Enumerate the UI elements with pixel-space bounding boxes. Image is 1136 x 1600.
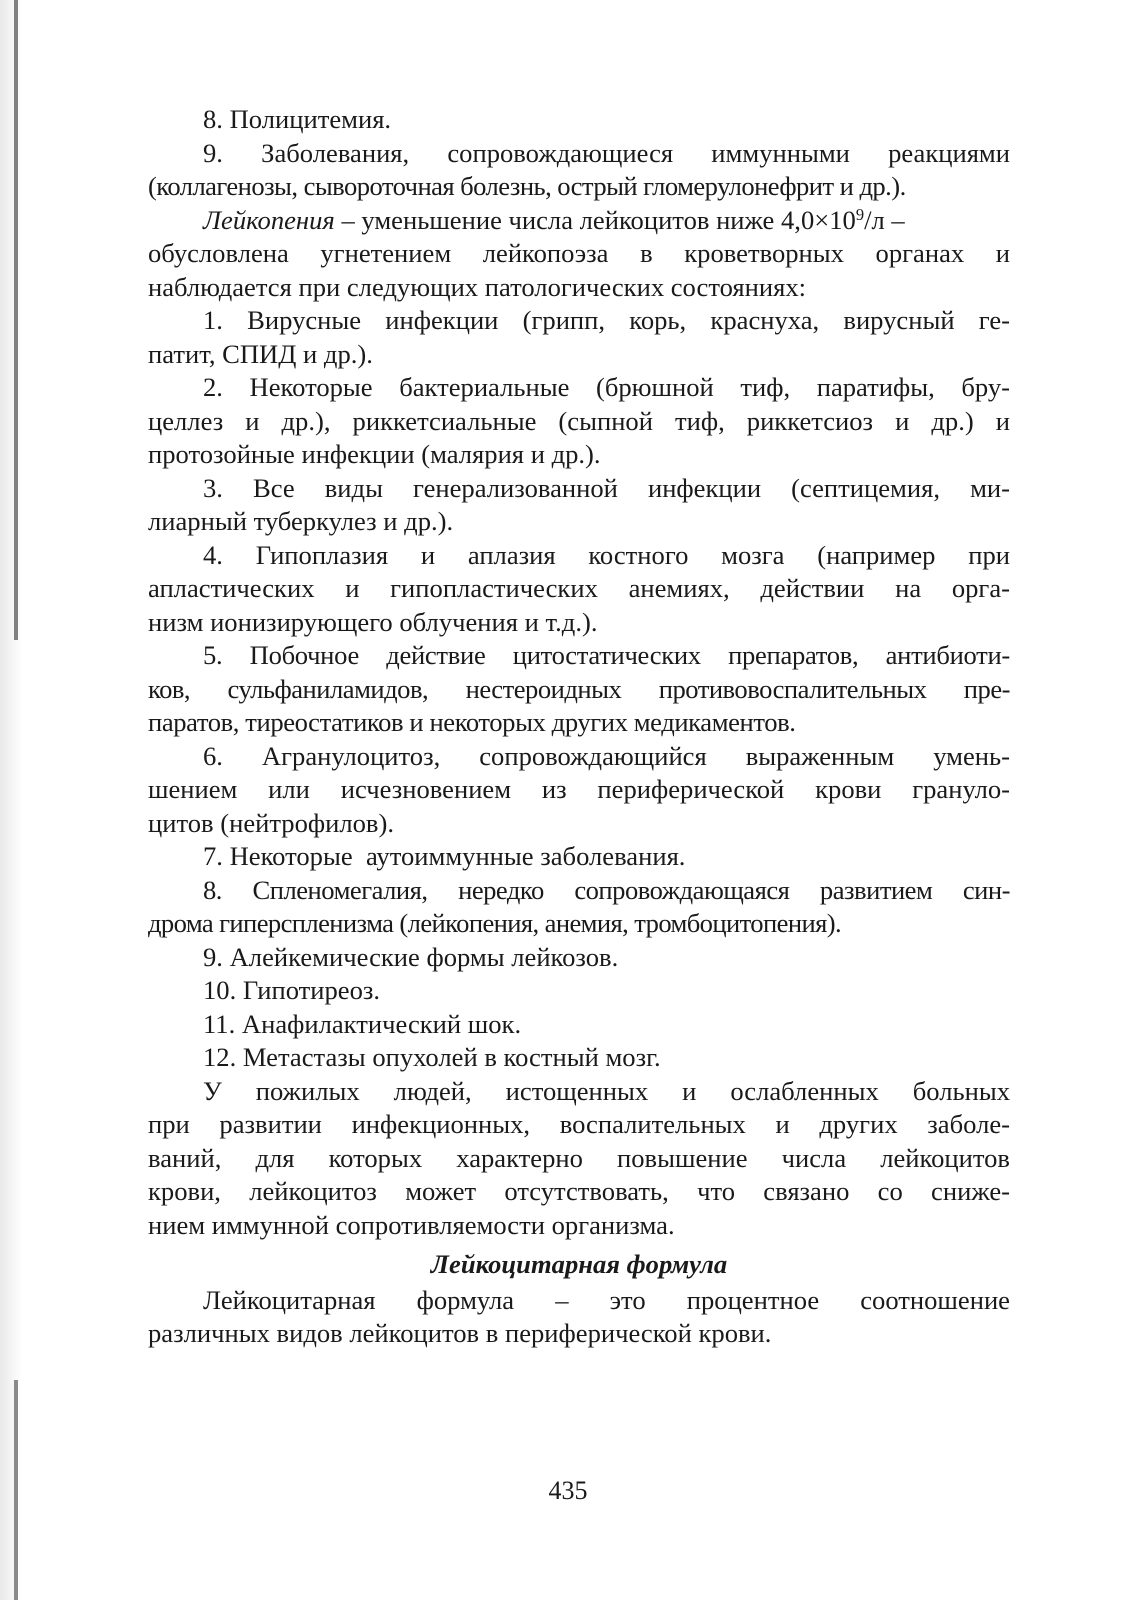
text-line: 10. Гипотиреоз. bbox=[203, 975, 381, 1005]
text-line-leukopenia bbox=[148, 204, 1010, 238]
text-line: обусловлена угнетением лейкопоэза в кроветворных органах и bbox=[148, 238, 1010, 268]
text-fragment: – уменьшение числа лейкоцитов ниже 4,0×10 bbox=[334, 204, 856, 235]
text-line: наблюдается при следующих патологических состояниях: bbox=[148, 271, 806, 302]
text-line: 3. Все виды генерализованной инфекции (септицемия, ми- bbox=[203, 472, 1010, 503]
page-body bbox=[148, 103, 1010, 1351]
text-line: ваний, для которых характерно повышение числа лейкоцитов bbox=[148, 1142, 1010, 1173]
superscript: 9 bbox=[855, 204, 865, 224]
text-line: нием иммунной сопротивляемости организма. bbox=[148, 1209, 675, 1240]
text-fragment: /л – bbox=[864, 204, 905, 235]
text-line: 11. Анафилактический шок. bbox=[203, 1008, 522, 1039]
text-line: апластических и гипопластических анемиях, действии на орга- bbox=[148, 573, 1010, 603]
text-line: 12. Метастазы опухолей в костный мозг. bbox=[203, 1042, 661, 1072]
text-line: цитов (нейтрофилов). bbox=[148, 807, 394, 838]
text-line: патит, СПИД и др.). bbox=[148, 338, 373, 369]
text-line: 2. Некоторые бактериальные (брюшной тиф, паратифы, бру- bbox=[203, 372, 1010, 402]
section-heading: Лейкоцитарная формула bbox=[430, 1249, 728, 1279]
text-line: дрома гиперспленизма (лейкопения, анемия, тромбоцитопения). bbox=[148, 908, 842, 938]
text-line: при развитии инфекционных, воспалительных и других заболе- bbox=[148, 1109, 1010, 1139]
text-line: Лейкоцитарная формула – это процентное соотношение bbox=[203, 1284, 1010, 1315]
text-line: 9. Алейкемические формы лейкозов. bbox=[203, 941, 619, 972]
text-line: ков, сульфаниламидов, нестероидных противовоспалительных пре- bbox=[148, 673, 1010, 704]
text-line: 6. Агранулоцитоз, сопровождающийся выраженным умень- bbox=[203, 740, 1010, 771]
text-line: 8. Спленомегалия, нередко сопровождающаяся развитием син- bbox=[203, 874, 1010, 905]
text-line: 5. Побочное действие цитостатических препаратов, антибиоти- bbox=[203, 640, 1010, 670]
text-line: 1. Вирусные инфекции (грипп, корь, краснуха, вирусный ге- bbox=[203, 305, 1010, 335]
text-line: лиарный туберкулез и др.). bbox=[148, 506, 454, 536]
text-line: паратов, тиреостатиков и некоторых других медикаментов. bbox=[148, 707, 796, 737]
binding-shadow-top bbox=[14, 0, 18, 640]
text-line: (коллагенозы, сывороточная болезнь, острый гломерулонефрит и др.). bbox=[148, 171, 906, 201]
term-leukopenia: Лейкопения bbox=[203, 204, 335, 235]
text-line: протозойные инфекции (малярия и др.). bbox=[148, 439, 601, 469]
text-line: крови, лейкоцитоз может отсутствовать, что связано со сниже- bbox=[148, 1176, 1010, 1206]
text-line: различных видов лейкоцитов в периферической крови. bbox=[148, 1318, 772, 1348]
text-line: низм ионизирующего облучения и т.д.). bbox=[148, 606, 598, 637]
text-line: 9. Заболевания, сопровождающиеся иммунными реакциями bbox=[203, 137, 1010, 168]
page-number: 435 bbox=[548, 1476, 588, 1505]
text-line: 8. Полицитемия. bbox=[203, 104, 392, 134]
text-line: У пожилых людей, истощенных и ослабленных больных bbox=[203, 1075, 1010, 1106]
text-line: целлез и др.), риккетсиальные (сыпной тиф, риккетсиоз и др.) и bbox=[148, 405, 1010, 436]
text-line: 7. Некоторые аутоиммунные заболевания. bbox=[203, 841, 686, 871]
text-line: шением или исчезновением из периферической крови грануло- bbox=[148, 774, 1010, 804]
text-line: 4. Гипоплазия и аплазия костного мозга (например при bbox=[203, 539, 1010, 570]
scan-edge-shadow bbox=[0, 0, 22, 1600]
